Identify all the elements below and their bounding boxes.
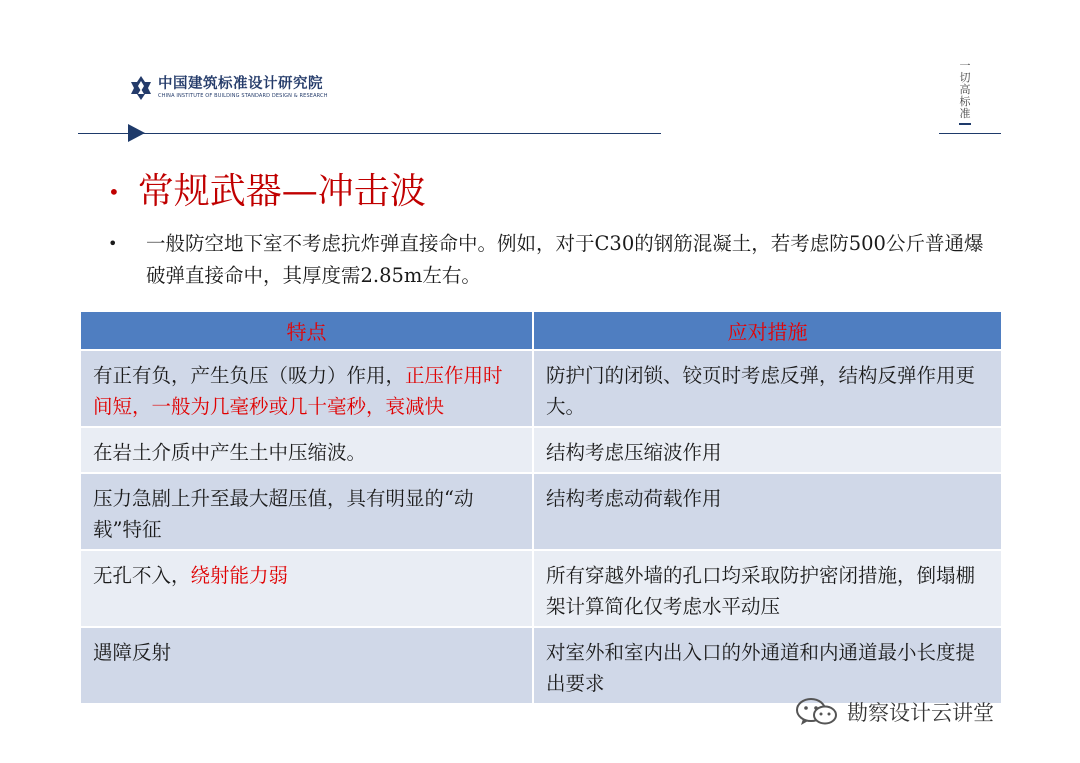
feature-cell — [80, 627, 533, 704]
feature-text-highlight: 绕射能力弱 — [190, 564, 289, 587]
measure-text: 所有穿越外墙的孔口均采取防护密闭措施，倒塌棚架计算简化仅考虑水平动压 — [546, 564, 976, 618]
wechat-icon — [795, 697, 839, 727]
table-row — [80, 627, 1002, 704]
feature-text: 有正有负，产生负压（吸力）作用， — [93, 364, 406, 387]
measure-text: 对室外和室内出入口的外通道和内通道最小长度提出要求 — [546, 641, 976, 695]
motto-char: 高 — [959, 83, 971, 96]
table-header-row — [80, 311, 1002, 350]
feature-text: 遇障反射 — [93, 641, 172, 664]
measure-cell — [533, 427, 1002, 473]
feature-cell — [80, 427, 533, 473]
institute-logo-icon — [128, 75, 154, 101]
measure-cell — [533, 350, 1002, 427]
table-row — [80, 473, 1002, 550]
intro-text: 一般防空地下室不考虑抗炸弹直接命中。例如，对于C30的钢筋混凝土，若考虑防500公斤普通爆破弹直接命中，其厚度需2.85m左右。 — [146, 232, 984, 287]
measure-text: 防护门的闭锁、铰页时考虑反弹，结构反弹作用更大。 — [546, 364, 976, 418]
side-motto — [957, 60, 973, 128]
motto-char: 准 — [959, 107, 971, 120]
column-header-measures: 应对措施 — [533, 311, 1002, 350]
intro-bullet-icon: • — [108, 234, 118, 253]
title-bullet-icon: • — [108, 180, 120, 204]
measure-text: 结构考虑动荷载作用 — [546, 487, 722, 510]
watermark-text: 勘察设计云讲堂 — [847, 701, 994, 725]
header-arrow-icon — [128, 124, 145, 142]
logo-chinese-name: 中国建筑标准设计研究院 — [158, 76, 323, 92]
table-row — [80, 550, 1002, 627]
feature-text: 在岩土介质中产生土中压缩波。 — [93, 441, 367, 464]
feature-text-highlight: 正压作用时间短，一般为几毫秒或几十毫秒，衰减快 — [93, 364, 503, 418]
slide-title: 常规武器—冲击波 — [137, 171, 426, 212]
institute-logo — [128, 75, 328, 101]
feature-cell — [80, 350, 533, 427]
feature-text: 压力急剧上升至最大超压值，具有明显的“动载”特征 — [93, 487, 474, 541]
feature-cell — [80, 473, 533, 550]
motto-char: 切 — [959, 71, 971, 84]
table-row — [80, 427, 1002, 473]
motto-bar — [959, 123, 971, 125]
feature-cell — [80, 550, 533, 627]
slide-title-row — [108, 170, 426, 214]
motto-char: 一 — [959, 59, 971, 72]
measure-cell — [533, 627, 1002, 704]
table-row — [80, 350, 1002, 427]
measure-text: 结构考虑压缩波作用 — [546, 441, 722, 464]
intro-paragraph — [108, 228, 988, 292]
shockwave-table — [79, 310, 1003, 705]
measure-cell — [533, 550, 1002, 627]
header-divider — [78, 133, 661, 134]
side-divider — [939, 133, 1001, 134]
motto-char: 标 — [959, 95, 971, 108]
logo-english-name: CHINA INSTITUTE OF BUILDING STANDARD DESIGN & RESEARCH — [158, 93, 328, 99]
column-header-features: 特点 — [80, 311, 533, 350]
wechat-watermark — [795, 697, 994, 727]
measure-cell — [533, 473, 1002, 550]
feature-text: 无孔不入， — [93, 564, 191, 587]
